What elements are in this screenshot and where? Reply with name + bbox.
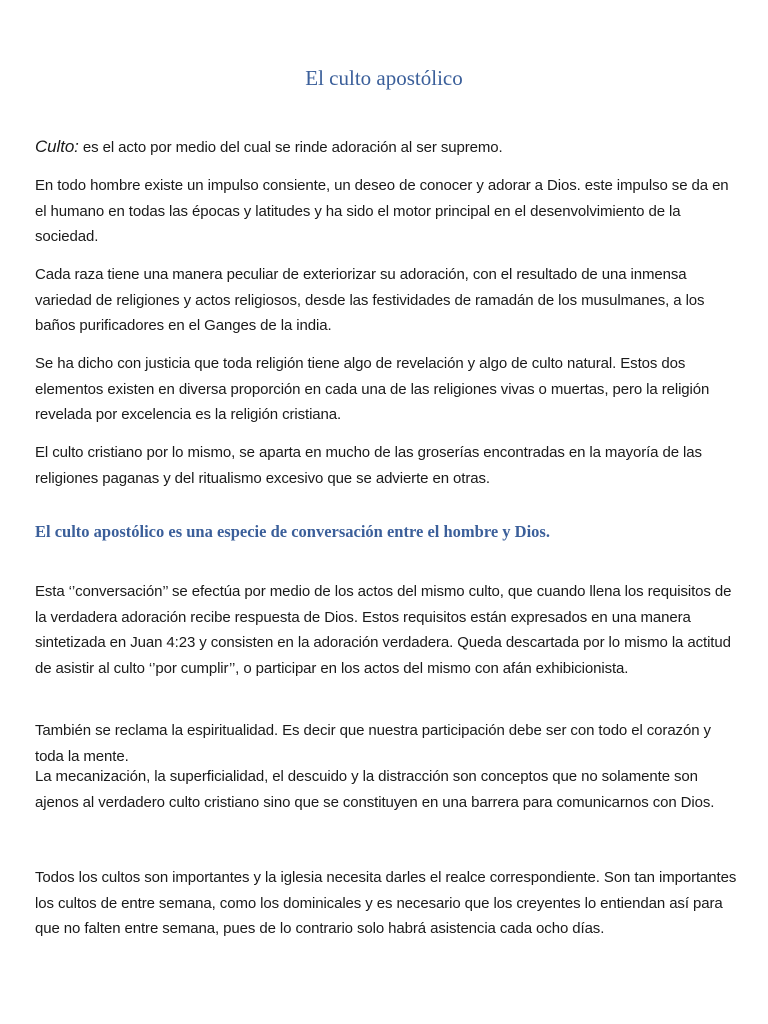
section-subheading: El culto apostólico es una especie de conversación entre el hombre y Dios. xyxy=(35,522,550,541)
paragraph-conversation: Esta ‘’conversación’’ se efectúa por medio de los actos del mismo culto, que cuando llena los requisitos de la verdadera adoración recibe respuesta de Dios. Estos requisitos están expresados en una manera sintetizada en Juan 4:23 y consisten en la adoración verdadera. Queda descartada por lo mismo la actitud de asistir al culto ‘’por cumplir’’, o participar en los actos del mismo con afán exhibicionista. xyxy=(35,583,732,677)
paragraph-revelation: Se ha dicho con justicia que toda religión tiene algo de revelación y algo de culto natural. Estos dos elementos existen en diversa proporción en cada una de las religiones vivas o muertas, pero la religión revelada por excelencia es la religión cristiana. xyxy=(35,355,710,423)
definition-term: Culto: xyxy=(35,137,79,156)
paragraph-impulse: En todo hombre existe un impulso consiente, un deseo de conocer y adorar a Dios. este impulso se da en el humano en todas las épocas y latitudes y ha sido el motor principal en el desenvolvimiento de la sociedad. xyxy=(35,177,729,245)
paragraph-spirituality: También se reclama la espiritualidad. Es decir que nuestra participación debe ser con todo el corazón y toda la mente. xyxy=(35,722,711,765)
paragraph-christian-cult: El culto cristiano por lo mismo, se aparta en mucho de las groserías encontradas en la mayoría de las religiones paganas y del ritualismo excesivo que se advierte en otras. xyxy=(35,444,702,487)
definition-paragraph xyxy=(35,134,740,161)
paragraph-mechanization: La mecanización, la superficialidad, el descuido y la distracción son conceptos que no solamente son ajenos al verdadero culto cristiano sino que se constituyen en una barrera para comunicarnos con Dios. xyxy=(35,768,715,811)
document-title: El culto apostólico xyxy=(305,66,463,90)
paragraph-all-cults: Todos los cultos son importantes y la iglesia necesita darles el realce correspondiente. Son tan importantes los cultos de entre semana, como los dominicales y es necesario que los creyentes lo entiendan así para que no falten entre semana, pues de lo contrario solo habrá asistencia cada ocho días. xyxy=(35,869,737,937)
definition-text: es el acto por medio del cual se rinde adoración al ser supremo. xyxy=(78,139,503,156)
paragraph-races: Cada raza tiene una manera peculiar de exteriorizar su adoración, con el resultado de una inmensa variedad de religiones y actos religiosos, desde las festividades de ramadán de los musulmanes, a los baños purificadores en el Ganges de la india. xyxy=(35,266,705,334)
